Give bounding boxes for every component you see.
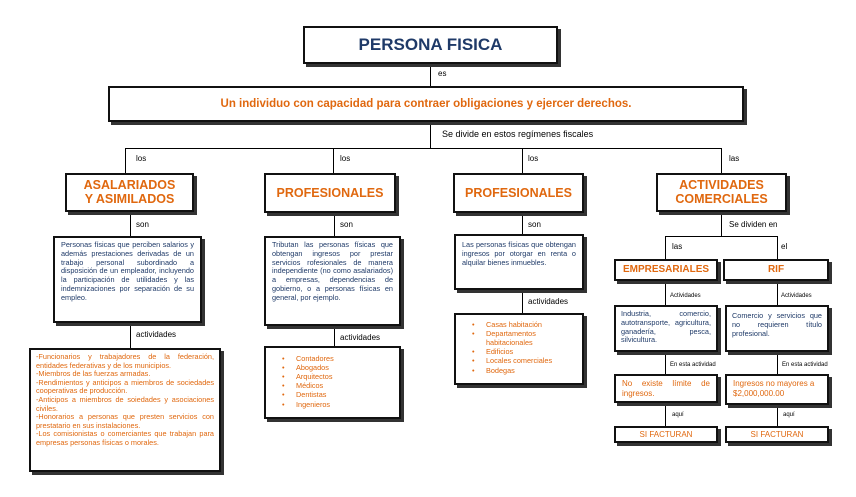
col2-activity: • Arquitectos [296, 372, 399, 381]
connector-col4-bus [665, 236, 778, 237]
connector-emp [665, 236, 666, 259]
col3-activity: • Locales comerciales [486, 356, 578, 365]
col1-son-label: son [136, 220, 149, 229]
col1-activity: -Funcionarios y trabajadores de la federación, entidades federativas y de los municipios. [36, 352, 214, 370]
col1-activity: -Rendimientos y anticipos a miembros de sociedades cooperativas de producción. [36, 377, 214, 396]
col1-description: Personas físicas que perciben salarios y además prestaciones derivadas de un trabajo personal subordinado a disposición de un empleador, incluyendo la participación de utilidades y las indemnizaciones por separación de su empleo. [61, 240, 194, 302]
col1-heading-box [65, 173, 194, 212]
col3-activity: • Bodegas [486, 366, 578, 375]
col3-description: Las personas físicas que obtengan ingresos por otorgar en renta o alquilar bienes inmuebles. [462, 240, 576, 267]
connector-col3-son [522, 213, 523, 234]
connector-rif [777, 236, 778, 259]
col3-activity: • Casas habitación [486, 320, 578, 329]
col2-heading: PROFESIONALES [276, 186, 384, 200]
col3-activities-label: actividades [528, 297, 569, 306]
connector-emp-act [665, 281, 666, 305]
col4-heading-box [656, 173, 787, 212]
col2-activity: • Médicos [296, 381, 399, 390]
col3-activities-box [454, 313, 584, 385]
rif-activities-box [725, 305, 829, 352]
col2-activity: • Ingenieros [296, 400, 399, 409]
rif-heading-box [723, 259, 829, 281]
emp-activities-label: Actividades [670, 293, 701, 299]
label-es: es [438, 69, 447, 78]
col2-connector-label: los [340, 154, 351, 163]
connector-col1 [125, 148, 126, 173]
col1-heading-line1: ASALARIADOS [83, 178, 176, 192]
rif-heading: RIF [767, 264, 785, 275]
emp-limit-text: No existe límite de ingresos. [622, 379, 710, 398]
col4-divide-label: Se dividen en [729, 220, 778, 229]
emp-limit-box [614, 374, 718, 403]
title-box [303, 26, 558, 64]
col2-activity: • Dentistas [296, 390, 399, 399]
col2-activity: • Contadores [296, 354, 399, 363]
connector-rif-limit [777, 352, 778, 374]
col1-description-box [53, 236, 202, 323]
connector-bus [125, 148, 722, 149]
connector-title-definition [430, 64, 431, 86]
col3-heading-box [453, 173, 584, 213]
definition-text: Un individuo con capacidad para contraer obligaciones y ejercer derechos. [220, 98, 632, 110]
definition-box [108, 86, 744, 122]
emp-result-box [614, 426, 718, 443]
connector-col3 [522, 148, 523, 173]
connector-col1-son [130, 212, 131, 236]
rif-result-box [725, 426, 829, 443]
col2-activity: • Abogados [296, 363, 399, 372]
col2-activities-label: actividades [340, 333, 381, 342]
col1-activity: -Anticipos a miembros de soiedades y asociaciones civiles. [36, 395, 214, 413]
emp-heading-box [614, 259, 718, 281]
label-divide: Se divide en estos regímenes fiscales [442, 129, 594, 139]
connector-rif-result [777, 405, 778, 426]
col3-connector-label: los [528, 154, 539, 163]
col3-son-label: son [528, 220, 541, 229]
col3-description-box [454, 234, 584, 290]
connector-col4 [721, 148, 722, 173]
rif-this-activity-label: En esta actividad [782, 362, 828, 368]
connector-emp-result [665, 403, 666, 426]
connector-col1-act [130, 323, 131, 348]
col2-description-box [264, 236, 401, 326]
col4-heading-line2: COMERCIALES [675, 192, 768, 207]
col4-heading-line1: ACTIVIDADES [679, 178, 764, 192]
connector-col2-son [334, 213, 335, 236]
col4-connector-label: las [729, 154, 740, 163]
col2-activities-box [264, 346, 401, 419]
col1-activity: -Honorarios a personas que presten servicios con prestatario en sus instalaciones. [36, 412, 214, 430]
emp-connector-label: las [672, 242, 683, 251]
col3-heading: PROFESIONALES [465, 186, 572, 200]
connector-col2 [333, 148, 334, 173]
col1-activities-label: actividades [136, 330, 177, 339]
page-title: PERSONA FISICA [358, 35, 503, 54]
rif-result: SI FACTURAN [750, 430, 804, 439]
connector-col3-act [522, 290, 523, 313]
rif-connector-label: el [781, 242, 788, 251]
rif-limit-text: Ingresos no mayores a $2,000,000.00 [733, 379, 815, 398]
connector-emp-limit [665, 352, 666, 374]
emp-aqui-label: aquí [672, 412, 684, 418]
connector-col2-act [334, 326, 335, 346]
col1-heading-line2: Y ASIMILADOS [84, 192, 175, 207]
col3-activity: • Edificios [486, 347, 578, 356]
connector-rif-act [777, 281, 778, 305]
col2-son-label: son [340, 220, 353, 229]
connector-col4-split [721, 212, 722, 236]
col1-connector-label: los [136, 154, 147, 163]
rif-limit-box [725, 374, 829, 405]
rif-activities-label: Actividades [781, 293, 812, 299]
col1-activity: -Miembros de las fuerzas armadas. [36, 369, 151, 379]
connector-definition-bus [430, 122, 431, 148]
emp-result: SI FACTURAN [639, 430, 693, 439]
col3-activity: • Departamentos habitacionales [486, 329, 578, 347]
emp-activities-box [614, 305, 718, 352]
emp-heading: EMPRESARIALES [622, 264, 710, 275]
rif-activities-text: Comercio y servicios que no requieren título profesional. [732, 311, 822, 338]
col2-description: Tributan las personas físicas que obtengan ingresos por prestar servicios rofesionales de manera independiente (no como asalariados) a empresas, dependencias de gobierno, o a personas físicas en general, por ejemplo. [272, 240, 393, 302]
col1-activities-box [29, 348, 221, 472]
col2-heading-box [264, 173, 396, 213]
emp-activities-text: Industria, comercio, autotransporte, agricultura, ganadería, pesca, silvicultura. [621, 309, 711, 345]
emp-this-activity-label: En esta actividad [670, 362, 716, 368]
col1-activity: -Los comisionistas o comerciantes que trabajan para empresas personas físicas o morales. [36, 429, 214, 448]
rif-aqui-label: aquí [783, 412, 795, 418]
